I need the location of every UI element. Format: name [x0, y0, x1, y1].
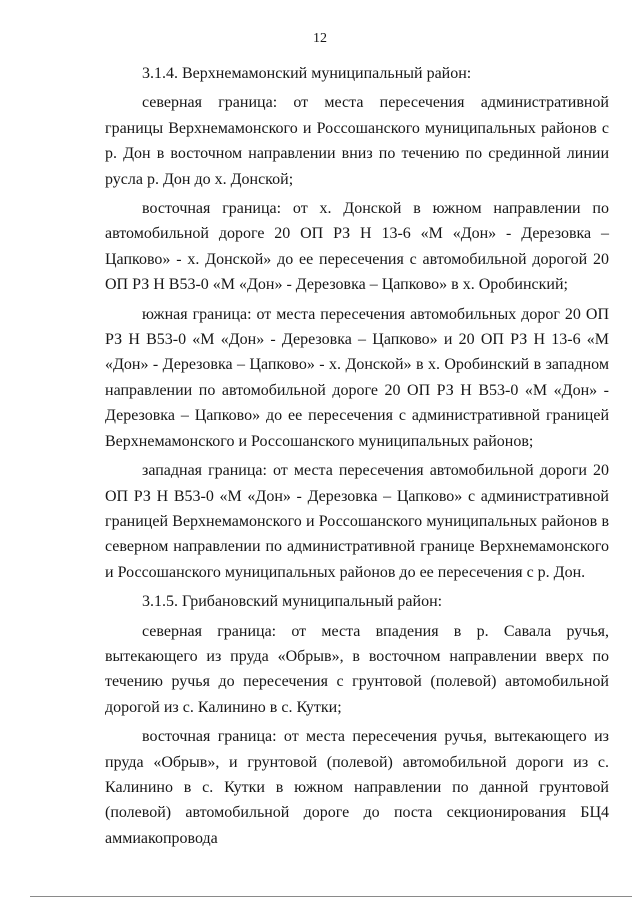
paragraph-south-border: южная граница: от места пересечения автомобильных дорог 20 ОП РЗ Н В53-0 «М «Дон» - Дерезовка – Цапково» и 20 ОП РЗ Н 13-6 «М «Дон» - Дерезовка – Цапково» - х. Донской» в х. Оробинский в западном направлении по автомобильной дороге 20 ОП РЗ Н В53-0 «М «Дон» - Дерезовка – Цапково» до ее пересечения с административной границей Верхнемамонского и Россошанского муниципальных районов; [105, 305, 609, 450]
paragraph-north-border-2: северная граница: от места впадения в р. Савала ручья, вытекающего из пруда «Обрыв», в восточном направлении вверх по течению ручья до пересечения с грунтовой (полевой) автомобильной дорогой из с. Калинино в с. Кутки; [105, 622, 609, 716]
bottom-edge-line [30, 896, 632, 897]
paragraph-east-border-2: восточная граница: от места пересечения ручья, вытекающего из пруда «Обрыв», и грунтовой (полевой) автомобильной дороги из с. Калинино в с. Кутки в южном направлении по данной грунтовой (полевой) автомобильной дороге до поста секционирования БЦ4 аммиакопровода [105, 728, 609, 847]
paragraph-east-border: восточная граница: от х. Донской в южном направлении по автомобильной дороге 20 ОП РЗ Н 13-6 «М «Дон» - Дерезовка – Цапково» - х. Донской» до ее пересечения с автомобильной дорогой 20 ОП РЗ Н В53-0 «М «Дон» - Дерезовка – Цапково» в х. Оробинский; [105, 200, 609, 294]
paragraph-west-border: западная граница: от места пересечения автомобильной дороги 20 ОП РЗ Н В53-0 «М «Дон» - Дерезовка – Цапково» с административной границей Верхнемамонского и Россошанского муниципальных районов в северном направлении по административной границе Верхнемамонского и Россошанского муниципальных районов до ее пересечения с р. Дон. [105, 462, 609, 581]
document-body [105, 57, 609, 851]
section-heading-3-1-4: 3.1.4. Верхнемамонский муниципальный район: [142, 65, 472, 82]
section-heading-3-1-5: 3.1.5. Грибановский муниципальный район: [142, 593, 443, 611]
paragraph-north-border: северная граница: от места пересечения административной границы Верхнемамонского и Россошанского муниципальных районов с р. Дон в восточном направлении вниз по течению по срединной линии русла р. Дон до х. Донской; [105, 94, 609, 188]
page-number: 12 [313, 31, 327, 46]
